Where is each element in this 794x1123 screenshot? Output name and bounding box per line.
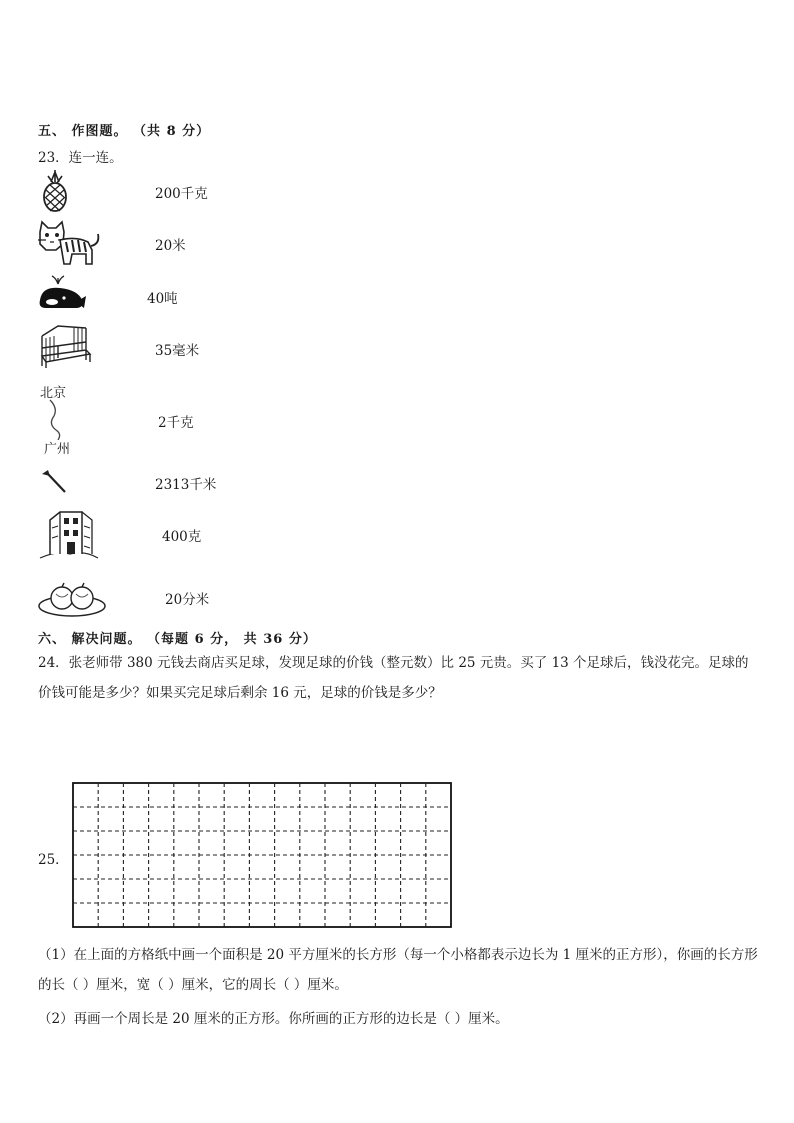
label-20-dm: 20分米 <box>165 592 210 608</box>
label-200-kg: 200千克 <box>155 186 208 202</box>
label-2313-km: 2313千米 <box>155 477 217 493</box>
question-23-title: 23．连一连。 <box>38 150 123 166</box>
section-five-heading: 五、 作图题。 （共 8 分） <box>38 124 211 139</box>
question-25-part-2: （2）再画一个周长是 20 厘米的正方形。你所画的正方形的边长是（ ）厘米。 <box>38 1011 509 1027</box>
label-40-t: 40吨 <box>147 291 178 307</box>
label-400-g: 400克 <box>162 529 202 545</box>
section-six-heading: 六、 解决问题。 （每题 6 分， 共 36 分） <box>38 632 317 647</box>
bed-icon <box>38 322 94 368</box>
building-icon <box>38 506 100 560</box>
route-line <box>40 396 90 440</box>
map-city-guangzhou: 广州 <box>44 442 71 457</box>
question-25-part-1: （1）在上面的方格纸中画一个面积是 20 平方厘米的长方形（每一个小格都表示边长为 1 厘米的正方形），你画的长方形的长（ ）厘米，宽（ ）厘米，它的周长（ ）厘米。 <box>38 947 758 993</box>
square-grid <box>70 780 456 930</box>
label-20-m: 20米 <box>155 238 186 254</box>
route-map-icon <box>40 382 90 456</box>
question-24-text: 24．张老师带 380 元钱去商店买足球，发现足球的价钱（整元数）比 25 元贵。买了 13 个足球后，钱没花完。足球的价钱可能是多少？如果买完足球后剩余 16 元，足球的价钱是多少？ <box>38 655 749 701</box>
pineapple-icon <box>38 170 72 212</box>
nail-icon <box>40 468 68 494</box>
map-city-beijing: 北京 <box>40 386 67 401</box>
label-2-kg: 2千克 <box>158 415 194 431</box>
question-25-number: 25． <box>38 852 69 868</box>
label-35-mm: 35毫米 <box>155 343 200 359</box>
whale-icon <box>36 274 88 314</box>
tiger-icon <box>36 218 104 268</box>
fruit-plate-icon <box>36 578 108 618</box>
